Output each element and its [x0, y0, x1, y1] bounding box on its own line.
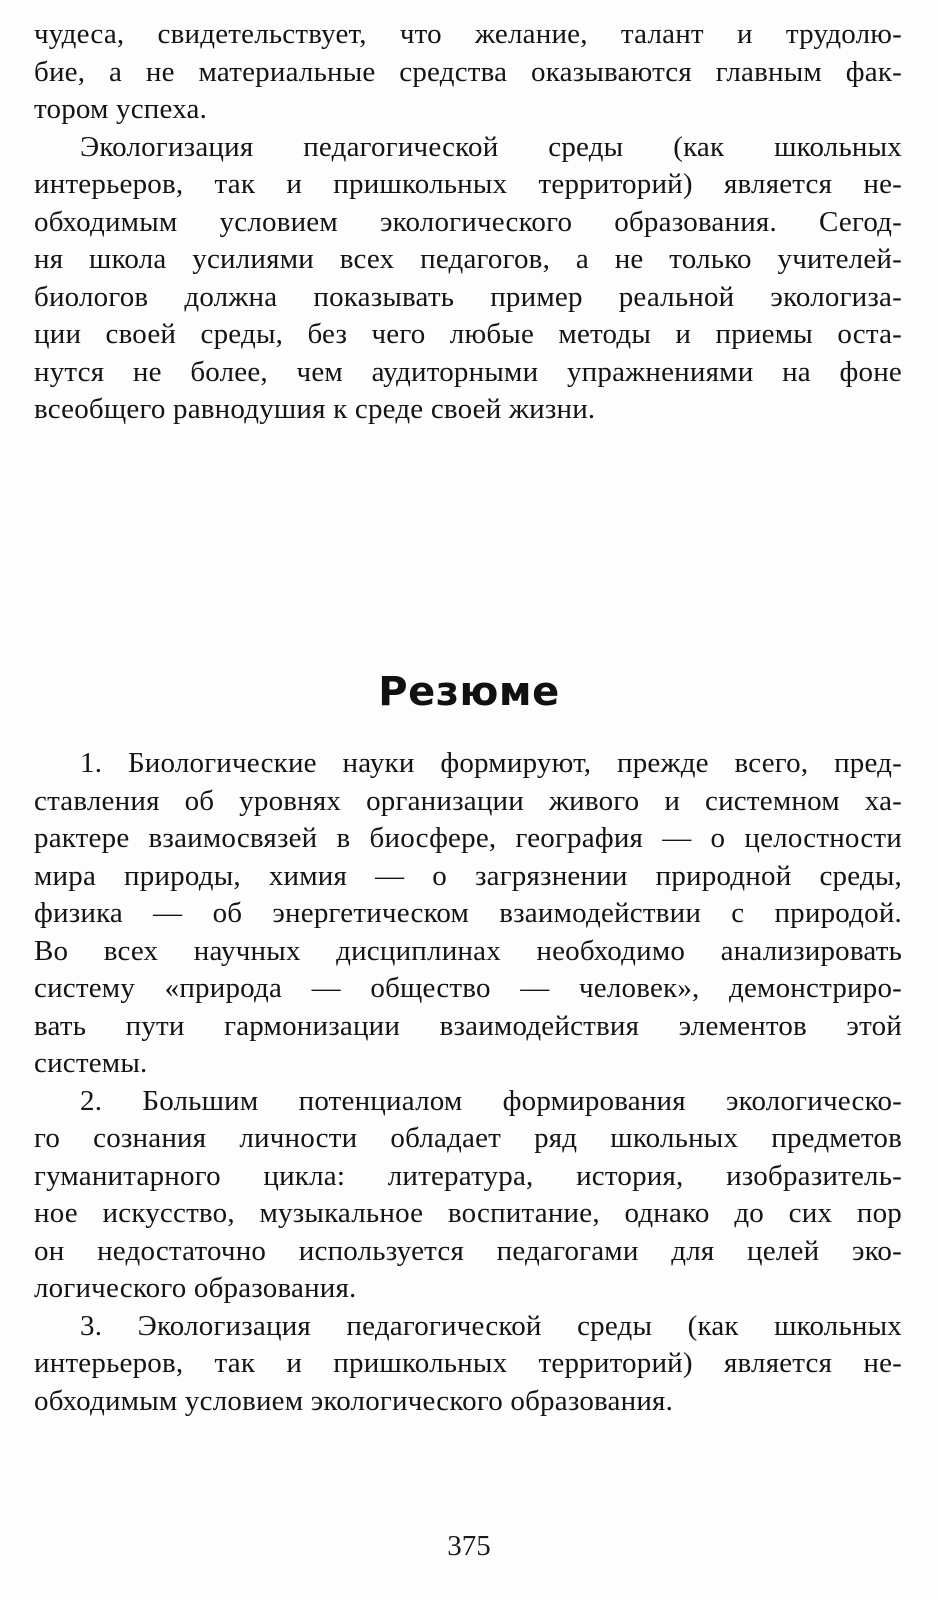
text-line: тором успеха.	[34, 93, 208, 125]
text-line: ня школа усилиями всех педагогов, а не только учителей-	[34, 243, 902, 275]
text-line: 1. Биологические науки формируют, прежде всего, пред-	[80, 747, 902, 779]
text-line: ции своей среды, без чего любые методы и приемы оста-	[34, 318, 902, 350]
text-line: интерьеров, так и пришкольных территорий) является не-	[34, 1347, 902, 1379]
text-line: Экологизация педагогической среды (как школьных	[80, 130, 902, 163]
text-line: рактере взаимосвязей в биосфере, география — о целостности	[34, 822, 902, 854]
section-heading: Резюме	[378, 669, 560, 715]
text-line: он недостаточно используется педагогами для целей эко-	[34, 1234, 902, 1267]
summary-paragraphs	[34, 745, 902, 1420]
text-line: бие, а не материальные средства оказываются главным фак-	[34, 55, 902, 88]
text-line: логического образования.	[34, 1272, 357, 1304]
text-line: вать пути гармонизации взаимодействия элементов этой	[34, 1009, 902, 1042]
page-number: 375	[447, 1530, 491, 1562]
text-line: систему «природа — общество — человек», демонстриро-	[34, 972, 902, 1004]
text-line: физика — об энергетическом взаимодействии с природой.	[34, 897, 902, 929]
text-line: обходимым условием экологического образования.	[34, 1384, 674, 1417]
text-line: Во всех научных дисциплинах необходимо анализировать	[34, 934, 902, 967]
text-line: чудеса, свидетельствует, что желание, талант и трудолю-	[34, 18, 902, 50]
text-line: го сознания личности обладает ряд школьных предметов	[34, 1122, 902, 1154]
text-line: 2. Большим потенциалом формирования экологическо-	[80, 1084, 902, 1117]
text-line: системы.	[34, 1047, 148, 1079]
text-line: ное искусство, музыкальное воспитание, однако до сих пор	[34, 1197, 902, 1229]
text-line: обходимым условием экологического образования. Сегод-	[34, 205, 902, 238]
text-line: нутся не более, чем аудиторными упражнениями на фоне	[34, 355, 902, 388]
intro-paragraphs	[34, 16, 902, 429]
text-line: гуманитарного цикла: литература, история, изобразитель-	[34, 1159, 902, 1192]
text-line: интерьеров, так и пришкольных территорий) является не-	[34, 168, 902, 200]
text-line: мира природы, химия — о загрязнении природной среды,	[34, 859, 902, 892]
text-line: ставления об уровнях организации живого и системном ха-	[34, 784, 902, 817]
text-line: биологов должна показывать пример реальной экологиза-	[34, 280, 902, 313]
text-line: всеобщего равнодушия к среде своей жизни.	[34, 393, 596, 425]
text-line: 3. Экологизация педагогической среды (как школьных	[80, 1309, 902, 1342]
